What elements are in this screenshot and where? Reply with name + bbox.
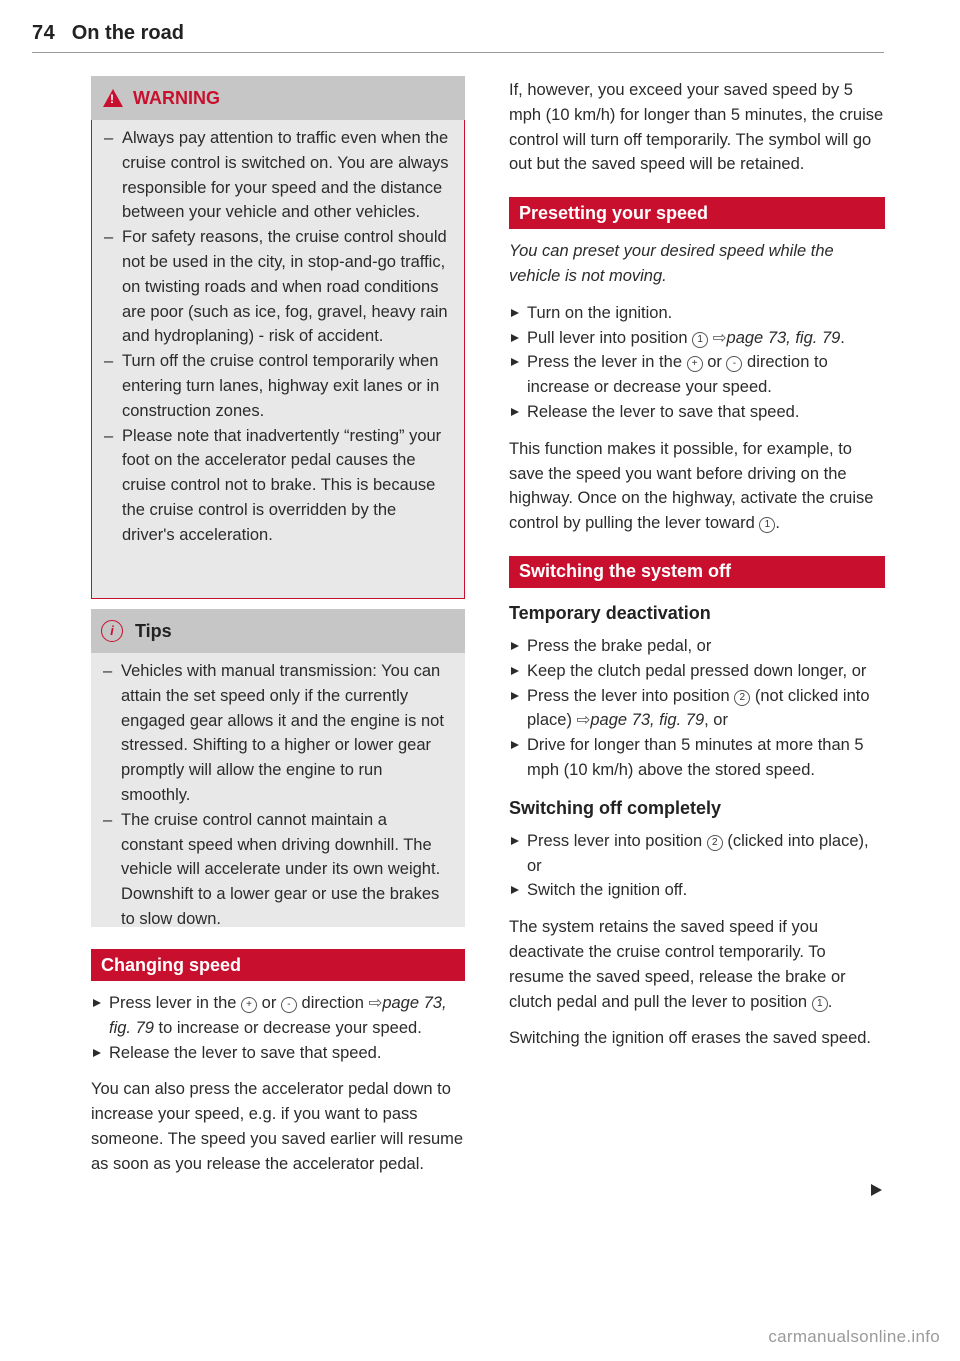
page-reference[interactable]: page 73, fig. 79 (109, 994, 447, 1037)
warning-header (91, 76, 465, 120)
minus-icon: - (726, 356, 742, 372)
header-divider (32, 52, 884, 53)
presetting-paragraph: This function makes it possible, for example, to save the speed you want before driving on the highway. Once on the highway, activate the cruise control by pulling the lever toward 1 . (509, 439, 874, 533)
ref-arrow-icon: ⇨ (576, 711, 591, 730)
complete-step-1: Press lever into position 2 (clicked into place), or (509, 829, 885, 879)
left-column (91, 76, 465, 1177)
position-1-icon: 1 (759, 517, 775, 533)
page-header (32, 22, 884, 50)
presetting-step-1: Turn on the ignition. (509, 301, 885, 326)
watermark: carmanualsonline.info (768, 1327, 940, 1346)
switching-off-completely-heading: Switching off completely (509, 797, 722, 818)
right-column (509, 76, 885, 1051)
minus-icon: - (281, 997, 297, 1013)
presetting-step-2: Pull lever into position 1 ⇨page 73, fig. 79. (509, 326, 885, 351)
warning-item: – Please note that inadvertently “resting” your foot on the accelerator pedal causes the cruise control not to brake. This is because the cruise control is overridden by the driver's acceleration. (102, 424, 452, 548)
tips-item: – Vehicles with manual transmission: You can attain the set speed only if the currently engaged gear allows it and the engine is not stressed. Shifting to a higher or lower gear promptly will allow the engine to run smoothly. (101, 659, 453, 808)
temp-step-3: Press the lever into position 2 (not clicked into place) ⇨page 73, fig. 79, or (509, 684, 885, 734)
warning-title: WARNING (133, 87, 220, 108)
switching-off-heading: Switching the system off (509, 556, 885, 588)
page-reference[interactable]: page 73, fig. 79 (726, 328, 841, 347)
ref-arrow-icon: ⇨ (368, 994, 383, 1012)
position-1-icon: 1 (692, 332, 708, 348)
plus-icon: + (241, 997, 257, 1013)
switching-off-paragraph-2: Switching the ignition off erases the saved speed. (509, 1029, 872, 1048)
info-icon: i (101, 620, 123, 642)
temp-step-4: Drive for longer than 5 minutes at more than 5 mph (10 km/h) above the stored speed. (509, 733, 885, 783)
position-2-icon: 2 (707, 835, 723, 851)
warning-item: – Turn off the cruise control temporarily when entering turn lanes, highway exit lanes or in construction zones. (102, 349, 452, 423)
tips-item: – The cruise control cannot maintain a constant speed when driving downhill. The vehicle will accelerate under its own weight. Downshift to a lower gear or use the brakes to slow down. (101, 808, 453, 932)
warning-icon (103, 89, 123, 107)
position-1-icon: 1 (812, 996, 828, 1012)
position-2-icon: 2 (734, 690, 750, 706)
warning-box (91, 120, 465, 599)
presetting-step-4: Release the lever to save that speed. (509, 400, 885, 425)
presetting-step-3: Press the lever in the + or - direction to increase or decrease your speed. (509, 350, 885, 400)
changing-speed-step-1: Press lever in the + or - direction ⇨page 73, fig. 79 to increase or decrease your speed. (91, 991, 465, 1041)
temp-step-1: Press the brake pedal, or (509, 634, 885, 659)
tips-box (91, 609, 465, 927)
switching-off-paragraph-1: The system retains the saved speed if you deactivate the cruise control temporarily. To resume the saved speed, release the brake or clutch pedal and pull the lever to position 1 . (509, 918, 846, 1011)
temporary-deactivation-heading: Temporary deactivation (509, 602, 711, 623)
right-intro: If, however, you exceed your saved speed by 5 mph (10 km/h) for longer than 5 minutes, the cruise control will turn off temporarily. The symbol will go out but the saved speed will be retained. (509, 81, 884, 174)
tips-title: Tips (135, 620, 172, 641)
presetting-heading: Presetting your speed (509, 197, 885, 229)
changing-speed-step-2: Release the lever to save that speed. (91, 1041, 465, 1066)
temp-step-2: Keep the clutch pedal pressed down longer, or (509, 659, 885, 684)
ref-arrow-icon: ⇨ (712, 328, 727, 347)
complete-step-2: Switch the ignition off. (509, 878, 885, 903)
section-title: On the road (71, 22, 184, 44)
page-reference[interactable]: page 73, fig. 79 (590, 711, 705, 730)
plus-icon: + (687, 356, 703, 372)
warning-item: – Always pay attention to traffic even when the cruise control is switched on. You are always responsible for your speed and the distance between your vehicle and other vehicles. (102, 126, 452, 225)
warning-item: – For safety reasons, the cruise control should not be used in the city, in stop-and-go traffic, on twisting roads and when road conditions are poor (such as ice, fog, gravel, heavy rain and hydroplaning) - risk of accident. (102, 225, 452, 349)
tips-header (91, 609, 465, 653)
changing-speed-heading: Changing speed (91, 949, 465, 981)
page-number: 74 (32, 22, 56, 44)
changing-speed-paragraph: You can also press the accelerator pedal down to increase your speed, e.g. if you want to pass someone. The speed you saved earlier will resume as soon as you release the accelerator pedal. (91, 1080, 464, 1173)
presetting-intro: You can preset your desired speed while the vehicle is not moving. (509, 242, 834, 285)
continue-arrow-icon (871, 1184, 882, 1196)
